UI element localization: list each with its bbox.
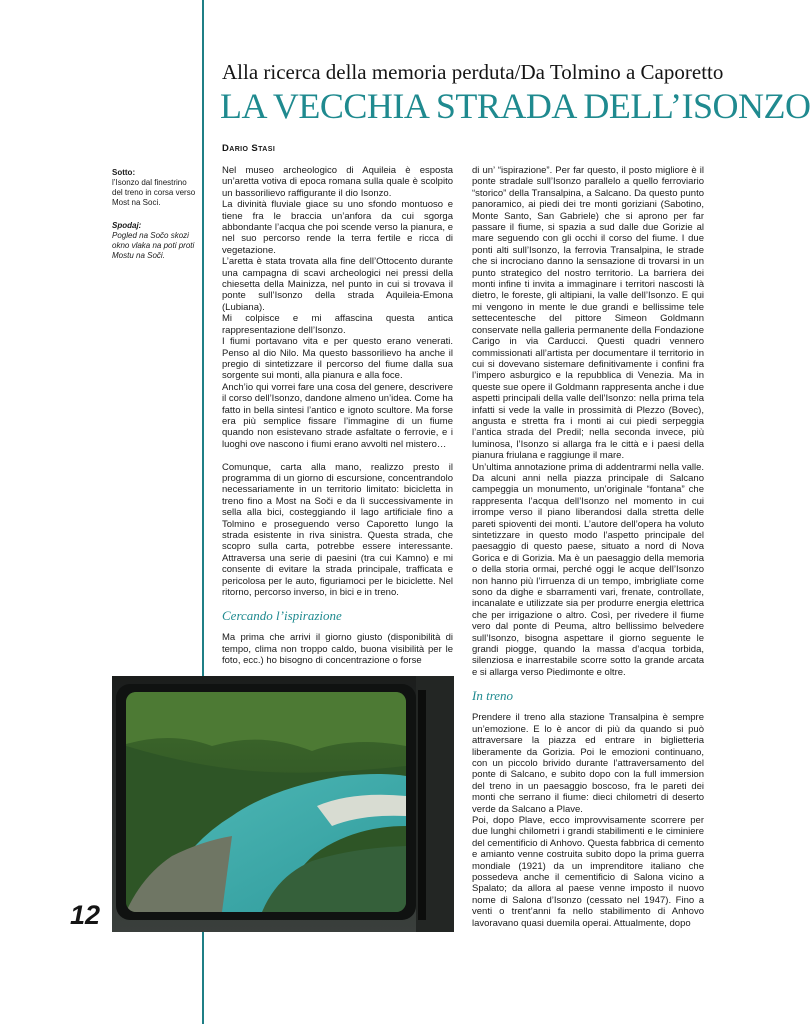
paragraph: Prendere il treno alla stazione Transalpina è sempre un’emozione. E lo è ancor di più da quando si può attraversare la piazza ed entrare in biglietteria liberamente da Gorizia. Poi le emozioni continuano, con un piccolo brivido durante l’attraversamento del ponte di Salcano, e subito dopo con la full immersion del treno in un paesaggio boscoso, fra le pareti dei monti che serrano il fiume: dieci chilometri di deserto verde da Salcano a Plave.	[472, 712, 704, 815]
article-column-1	[222, 165, 453, 667]
page-number: 12	[70, 900, 101, 930]
paragraph: Anch’io qui vorrei fare una cosa del genere, descrivere il corso dell’Isonzo, dandone almeno un’idea. Come ha fatto in bella sintesi l’antico e ignoto scultore. Ma forse era più semplice fissare l’immagine di un fiume quando non esistevano strade asfaltate o ferrovie, e i luoghi ove nascono i fiumi erano avvolti nel mistero…	[222, 381, 453, 450]
paragraph: Ma prima che arrivi il giorno giusto (disponibilità di tempo, clima non troppo caldo, buona visibilità per le foto, ecc.) ho bisogno di concentrazione o forse	[222, 632, 453, 667]
caption-text-slovenian: Pogled na Sočo skozi okno vlaka na poti proti Mostu na Soči.	[112, 231, 195, 260]
photo-caption-italian	[112, 168, 196, 208]
subheading-cercando: Cercando l’ispirazione	[222, 608, 342, 624]
paragraph: L’aretta è stata trovata alla fine dell’Ottocento durante una campagna di scavi archeologici nei pressi della chiesetta della Mainizza, nel punto in cui si trovava il ponte sull’Isonzo della strada Aquileia-Emona (Lubiana).	[222, 256, 453, 313]
paragraph: I fiumi portavano vita e per questo erano venerati. Penso al dio Nilo. Ma questo bassorilievo ha anche il pregio di sintetizzare il percorso del fiume dalla sua sorgente sui monti, alla pianura e alla foce.	[222, 336, 453, 382]
paragraph: Un’ultima annotazione prima di addentrarmi nella valle. Da alcuni anni nella piazza principale di Salcano campeggia un monumento, un’originale “fontana” che rappresenta l’acqua dell’Isonzo nel momento in cui irrompe verso il piano liberandosi dalla stretta delle pareti spioventi dei monti. L’autore dell’opera ha voluto sintetizzare in questo modo l’aspetto principale del paesaggio di questo paese, situato a nord di Nova Gorica e di Gorizia. Ma è un paesaggio della memoria o della storia ormai, perché oggi le acque dell’Isonzo non hanno più l’irruenza di un tempo, imbrigliate come sono da dighe e sbarramenti vari, frenate, controllate, incanalate e utilizzate sia per produrre energia elettrica che per irrigazione o altro. Così, per rivedere il fiume vero dal ponte di Peuma, altro bellissimo belvedere sull’Isonzo, bisogna aspettare il giorno seguente le grandi piogge, quando la massa d’acqua torbida, silenziosa e inarrestabile scorre sotto la grande arcata e si allarga verso Piedimonte e oltre.	[472, 461, 704, 678]
paragraph: Mi colpisce e mi affascina questa antica rappresentazione dell’Isonzo.	[222, 313, 453, 336]
article-title: LA VECCHIA STRADA DELL’ISONZO	[220, 86, 811, 126]
paragraph: di un’ “ispirazione”. Per far questo, il posto migliore è il ponte stradale sull’Isonzo parallelo a quello ferroviario “storico” della Transalpina, a Salcano. Da questo punto panoramico, ai piedi dei tre monti goriziani (Sabotino, Monte Santo, San Gabriele) che si aprono per far passare il fiume, si spazia a sud dalle due Gorizie al mare seguendo con gli occhi il corso del fiume. I due ponti alti sull’Isonzo, la ferrovia Transalpina, le strade che si incrociano danno la sensazione di trovarsi in un punto strategico del nostro territorio. La barriera dei monti infine ti invita a immaginare i territori nascosti là dietro, le foreste, gli altipiani, la valle dell’Isonzo. E qui mi vengono in mente le due grandi e bellissime tele settecentesche del pittore Simeon Goldmann conservate nella galleria permanente della Fondazione Carigo in via Carducci. Questi quadri vennero commissionati all’artista per documentare il territorio in cui si dovevano sistemare definitivamente i confini fra l’impero asburgico e la repubblica di Venezia. Ma in queste sue opere il Goldmann rappresenta anche i due aspetti principali della valle dell’Isonzo: nella prima tela infatti si vede la valle in prossimità di Plezzo (Bovec), angusta e stretta fra i monti ai cui piedi serpeggia l’antica strada del Predil; nella seconda invece, più luminosa, l’Isonzo si allarga fra le città e i paesi della pianura friulana e raggiunge il mare.	[472, 165, 704, 462]
paragraph: Comunque, carta alla mano, realizzo presto il programma di un giorno di escursione, concentrandolo necessariamente in un territorio limitato: bicicletta in treno fino a Most na Soči e da lì successivamente in sella alla bici, costeggiando il lago artificiale fino a Tolmino e proseguendo verso Caporetto lungo la strada esistente in riva sinistra. Questa strada, che scopro sulla carta, potrebbe essere interessante. Attraversa una serie di paesini (tra cui Kamno) e mi consente di evitare la strada principale, trafficata e pericolosa per le auto, figuriamoci per le biciclette. Nel ritorno, percorso inverso, in bici e in treno.	[222, 461, 453, 599]
paragraph: Nel museo archeologico di Aquileia è esposta un’aretta votiva di epoca romana sulla quale è scolpito un bassorilievo raffigurante il dio Isonzo.	[222, 165, 453, 199]
caption-text-italian: l’Isonzo dal finestrino del treno in corsa verso Most na Soci.	[112, 178, 196, 207]
paragraph: Poi, dopo Plave, ecco improvvisamente scorrere per due lunghi chilometri i grandi stabilimenti e le ciminiere del cementificio di Anhovo. Questa fabbrica di cemento e amianto venne costruita subito dopo la prima guerra mondiale (1921) da un imprenditore italiano che possedeva anche il cementificio di Salona vicino a Spalato; da allora al paese venne imposto il nuovo nome di Salona d’Isonzo (cessato nel 1947). Fino a venti o trent’anni fa nello stabilimento di Anhovo lavoravano quasi duemila operai. Attualmente, dopo	[472, 814, 704, 929]
photo-caption-slovenian	[112, 221, 196, 261]
article-kicker: Alla ricerca della memoria perduta/Da Tolmino a Caporetto	[222, 60, 724, 84]
caption-label-italian: Sotto:	[112, 168, 136, 177]
paragraph: La divinità fluviale giace su uno sfondo montuoso e tiene fra le braccia un’anfora da cui sgorga abbondante l’acqua che poi scende verso la pianura, e nel suo percorso rende la terra fertile e ricca di vegetazione.	[222, 199, 453, 256]
author-byline: Dario Stasi	[222, 143, 276, 154]
river-photo-through-train-window	[112, 676, 454, 932]
article-column-2	[472, 165, 704, 929]
subheading-in-treno: In treno	[472, 688, 514, 704]
caption-label-slovenian: Spodaj:	[112, 221, 142, 230]
